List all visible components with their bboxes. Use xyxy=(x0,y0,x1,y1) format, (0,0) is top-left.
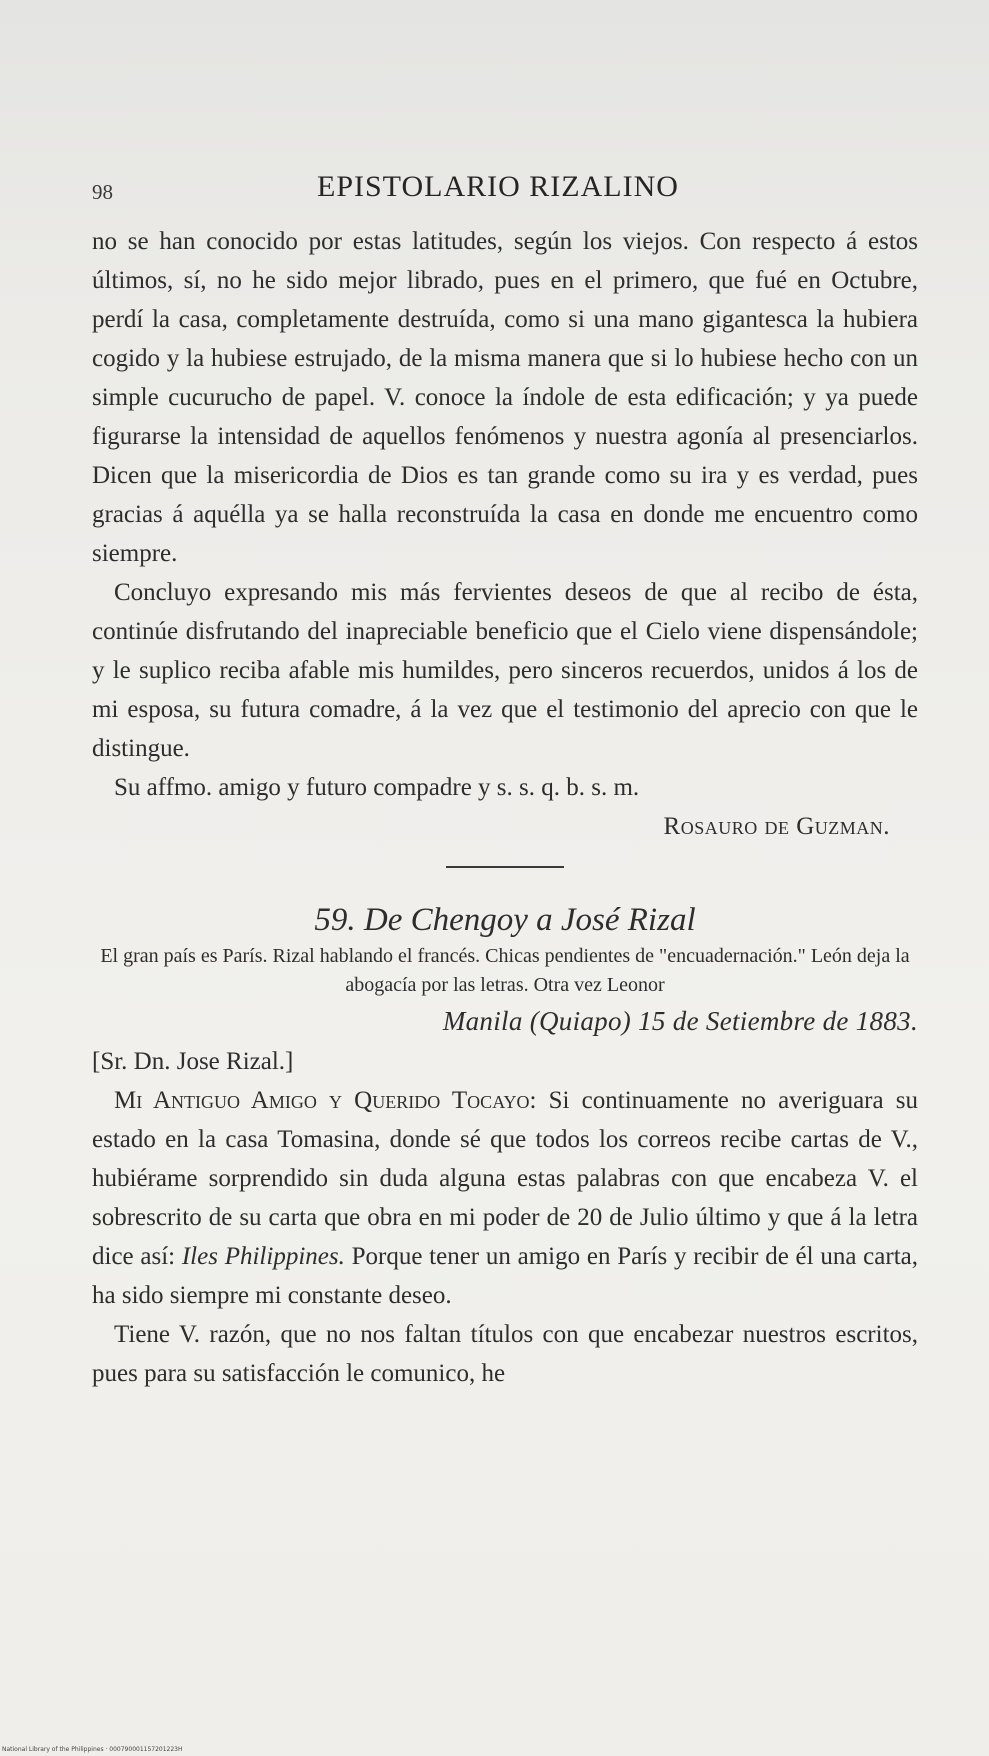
paragraph-closing-wishes: Concluyo expresando mis más fervientes deseos de que al recibo de ésta, continúe disfrutando del inapreciable beneficio que el Cielo viene dispensándole; y le suplico reciba afable mis humildes, pero sinceros recuerdos, unidos á los de mi esposa, su futura comadre, á la vez que el testimonio del aprecio con que le distingue. xyxy=(92,579,918,762)
letter-title: 59. De Chengoy a José Rizal xyxy=(314,902,696,938)
page-header xyxy=(92,170,892,210)
letter-addressee: [Sr. Dn. Jose Rizal.] xyxy=(92,1048,294,1075)
letter-dateline: Manila (Quiapo) 15 de Setiembre de 1883. xyxy=(442,1006,918,1036)
letter-summary: El gran país es París. Rizal hablando el francés. Chicas pendientes de "encuadernación." León deja la abogacía por las letras. Otra vez Leonor xyxy=(100,945,910,996)
paragraph-continued: no se han conocido por estas latitudes, según los viejos. Con respecto á estos últimos, sí, no he sido mejor librado, pues en el primero, que fué en Octubre, perdí la casa, completamente destruída, como si una mano gigantesca la hubiera cogido y la hubiese estrujado, de la misma manera que si lo hubiese hecho con un simple cucurucho de papel. V. conoce la índole de esta edificación; y ya puede figurarse la intensidad de aquellos fenómenos y nuestra agonía al presenciarlos. Dicen que la misericordia de Dios es tan grande como su ira y es verdad, pues gracias á aquélla ya se halla reconstruída la casa en donde me encuentro como siempre. xyxy=(92,228,918,567)
letter-paragraph-1-text: : Si continuamente no averiguara su estado en la casa Tomasina, donde sé que todos los correos recibe cartas de V., hubiérame sorprendido sin duda alguna estas palabras con que encabeza V. el sobrescrito de su carta que obra en mi poder de 20 de Julio último y que á la letra dice así: xyxy=(92,1087,918,1270)
running-title: EPISTOLARIO RIZALINO xyxy=(317,170,679,203)
section-divider xyxy=(446,866,564,868)
signature: Rosauro de Guzman. xyxy=(663,813,890,840)
letter-paragraph-1 xyxy=(92,1081,918,1315)
letter-salutation: Mi Antiguo Amigo y Querido Tocayo xyxy=(114,1087,530,1114)
letter-paragraph-1-end: Porque tener un amigo en París y recibir de él una carta, ha sido siempre mi constante deseo. xyxy=(92,1243,918,1309)
letter-italic-address: Iles Philippines. xyxy=(181,1243,345,1270)
scan-footer: National Library of the Philippines · 000790001157201223H xyxy=(2,1746,183,1753)
closing-formula: Su affmo. amigo y futuro compadre y s. s. q. b. s. m. xyxy=(114,774,640,801)
letter-paragraph-2: Tiene V. razón, que no nos faltan títulos con que encabezar nuestros escritos, pues para su satisfacción le comunico, he xyxy=(92,1321,918,1387)
page-body xyxy=(92,222,918,1393)
page-number: 98 xyxy=(92,180,113,204)
